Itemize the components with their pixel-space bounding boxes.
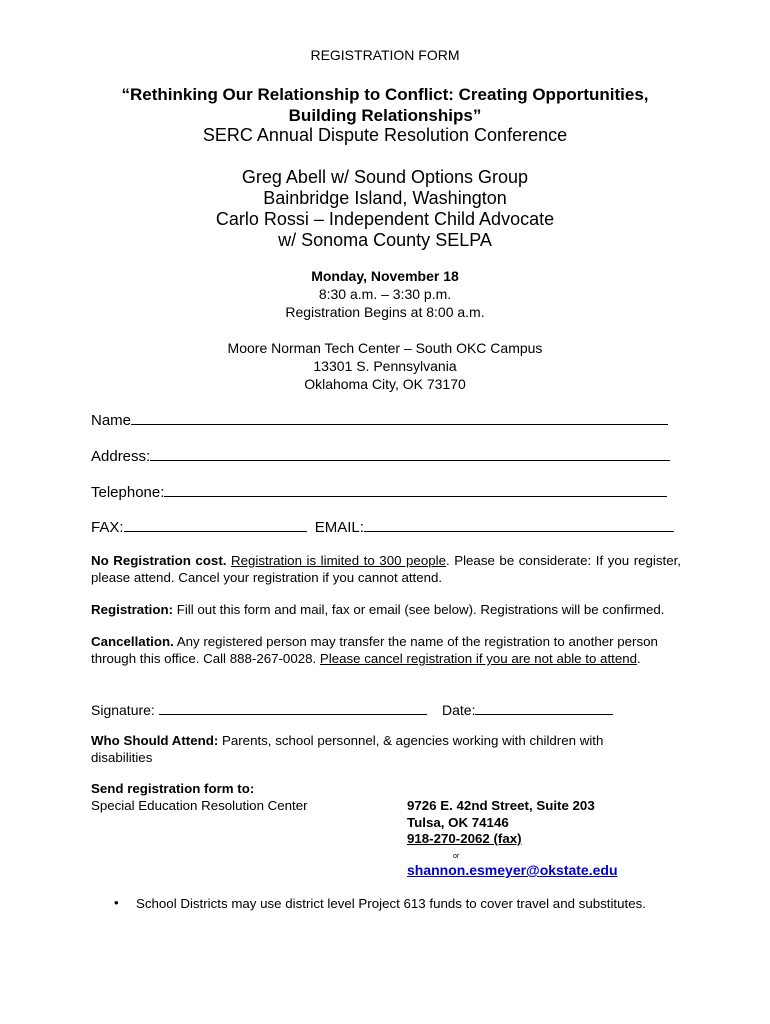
speakers-block — [0, 167, 770, 251]
date-label: Date: — [442, 702, 476, 718]
registration-heading: Registration: — [91, 602, 174, 617]
cost-text: . Please be considerate: If you register, please attend. Cancel your registration if you cannot attend. — [91, 553, 681, 585]
send-heading: Send registration form to: — [91, 781, 255, 796]
event-date: Monday, November 18 — [311, 268, 459, 284]
cost-paragraph — [91, 552, 681, 586]
cancellation-text: Any registered person may transfer the name of the registration to another person through this office. Call 888-267-0028. — [91, 634, 658, 666]
send-org: Special Education Resolution Center — [91, 798, 308, 813]
schedule-block — [0, 267, 770, 321]
speaker-line: w/ Sonoma County SELPA — [278, 230, 492, 250]
cancellation-end: . — [637, 651, 641, 666]
speaker-line: Bainbridge Island, Washington — [263, 188, 507, 208]
venue-name: Moore Norman Tech Center – South OKC Campus — [227, 340, 543, 356]
name-field[interactable] — [91, 410, 668, 429]
venue-street: 13301 S. Pennsylvania — [313, 358, 457, 374]
signature-line[interactable] — [159, 700, 427, 715]
location-block — [0, 339, 770, 393]
address-field[interactable] — [91, 446, 670, 465]
send-address-block — [407, 798, 595, 848]
send-fax: 918-270-2062 (fax) — [407, 831, 522, 846]
who-should-attend — [91, 732, 651, 766]
signature-field[interactable] — [91, 700, 427, 718]
send-email-link[interactable]: shannon.esmeyer@okstate.edu — [407, 862, 618, 878]
footnote-text: School Districts may use district level Project 613 funds to cover travel and substitutes. — [136, 896, 646, 911]
name-line[interactable] — [131, 410, 668, 425]
bullet-icon: • — [114, 895, 119, 910]
speaker-line: Greg Abell w/ Sound Options Group — [241, 167, 529, 187]
cost-heading: No Registration cost. — [91, 553, 227, 568]
registration-text: Fill out this form and mail, fax or email (see below). Registrations will be confirmed. — [176, 602, 665, 617]
fax-line[interactable] — [124, 517, 307, 532]
email-label: EMAIL: — [314, 519, 364, 536]
cancellation-paragraph — [91, 633, 681, 667]
send-address2: Tulsa, OK 74146 — [407, 814, 509, 830]
fax-email-field[interactable] — [91, 517, 674, 536]
conference-title-line1: “Rethinking Our Relationship to Conflict: Creating Opportunities, — [121, 85, 649, 104]
event-time: 8:30 a.m. – 3:30 p.m. — [318, 286, 452, 302]
form-title: REGISTRATION FORM — [310, 47, 460, 63]
send-address1: 9726 E. 42nd Street, Suite 203 — [407, 798, 595, 813]
venue-city: Oklahoma City, OK 73170 — [304, 376, 466, 392]
who-text: Parents, school personnel, & agencies working with children with disabilities — [91, 733, 604, 765]
telephone-label: Telephone: — [91, 484, 165, 501]
cost-limit: Registration is limited to 300 people — [231, 553, 446, 568]
cancellation-heading: Cancellation. — [91, 634, 174, 649]
email-line[interactable] — [364, 517, 674, 532]
date-line[interactable] — [475, 700, 613, 715]
address-label: Address: — [91, 448, 151, 465]
conference-subtitle: SERC Annual Dispute Resolution Conference — [202, 125, 568, 145]
registration-begins: Registration Begins at 8:00 a.m. — [285, 304, 485, 320]
date-field[interactable] — [442, 700, 613, 718]
telephone-field[interactable] — [91, 482, 667, 501]
conference-title-line2: Building Relationships” — [288, 106, 482, 125]
telephone-line[interactable] — [164, 482, 667, 497]
name-label: Name — [91, 412, 132, 429]
send-or: or — [453, 853, 460, 860]
who-heading: Who Should Attend: — [91, 733, 219, 748]
cancellation-link: Please cancel registration if you are not able to attend — [319, 651, 638, 666]
signature-label: Signature: — [91, 702, 155, 718]
registration-paragraph — [91, 601, 681, 618]
address-line[interactable] — [150, 446, 670, 461]
conference-title — [0, 84, 770, 126]
fax-label: FAX: — [91, 519, 124, 536]
speaker-line: Carlo Rossi – Independent Child Advocate — [215, 209, 555, 229]
